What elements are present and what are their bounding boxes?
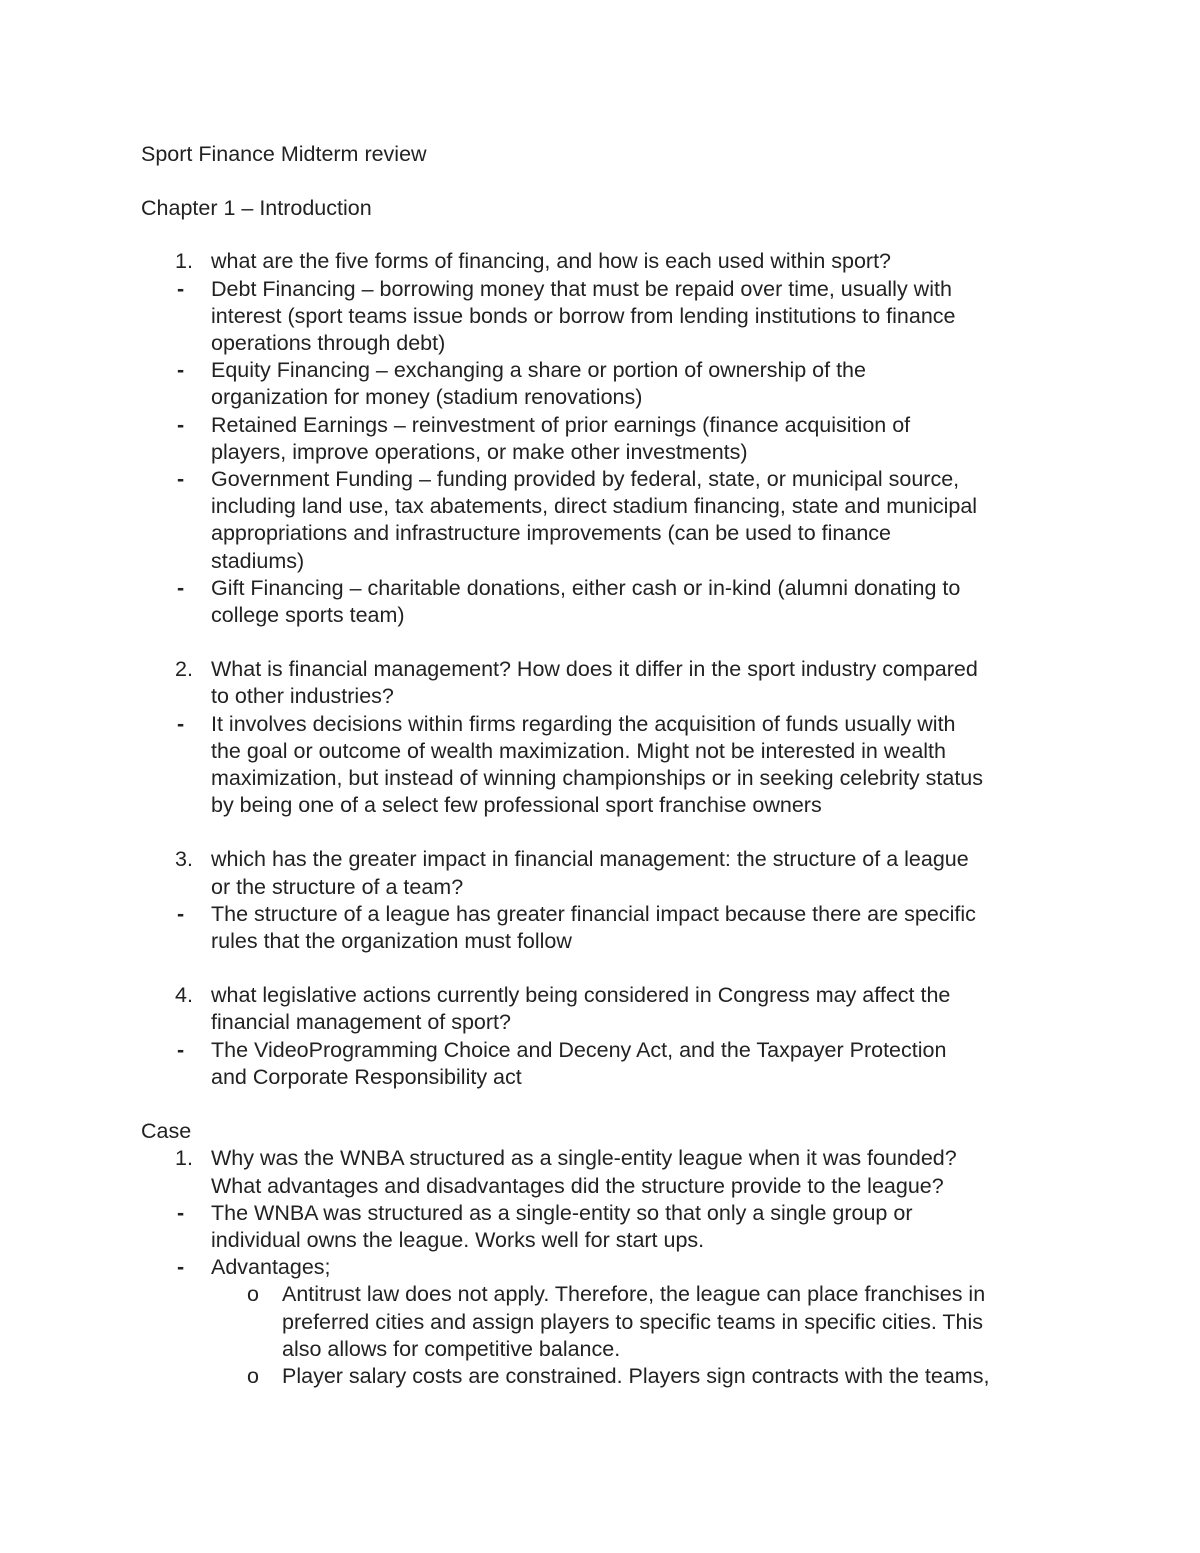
document-title: Sport Finance Midterm review [141, 142, 427, 166]
answer-item [141, 575, 1071, 629]
advantages-label-line: Advantages; [211, 1255, 331, 1280]
sub-bullet: o [247, 1363, 259, 1388]
paragraph-gap [141, 955, 1071, 982]
paragraph-gap [141, 1091, 1071, 1118]
answer-item-line: by being one of a select few professional sport franchise owners [211, 793, 822, 818]
answer-item-line: The structure of a league has greater financial impact because there are specific [211, 901, 976, 926]
question-item [141, 656, 1071, 710]
answer-item-line: interest (sport teams issue bonds or borrow from lending institutions to finance [211, 303, 956, 328]
document-page [141, 141, 1071, 1390]
answer-item-line: college sports team) [211, 603, 405, 628]
answer-item [141, 901, 1071, 955]
dash-bullet: - [177, 1200, 185, 1225]
advantage-item-line: Player salary costs are constrained. Players sign contracts with the teams, [282, 1363, 990, 1388]
case-question-line: Why was the WNBA structured as a single-entity league when it was founded? [211, 1146, 957, 1171]
question-item-line: or the structure of a team? [211, 874, 464, 899]
advantage-item [141, 1281, 1071, 1363]
sub-bullet: o [247, 1282, 259, 1307]
advantage-item-line: preferred cities and assign players to specific teams in specific cities. This [282, 1309, 984, 1334]
advantage-item-line: Antitrust law does not apply. Therefore, the league can place franchises in [282, 1282, 986, 1307]
answer-item-line: stadiums) [211, 548, 305, 573]
answer-item-line: Equity Financing – exchanging a share or portion of ownership of the [211, 358, 866, 383]
answer-item-line: Gift Financing – charitable donations, either cash or in-kind (alumni donating to [211, 575, 961, 600]
dash-bullet: - [177, 412, 185, 437]
case-answer-line: individual owns the league. Works well for start ups. [211, 1227, 705, 1252]
case-question-number: 1. [175, 1146, 193, 1171]
answer-item-line: Government Funding – funding provided by federal, state, or municipal source, [211, 467, 960, 492]
answer-item-line: appropriations and infrastructure improvements (can be used to finance [211, 521, 892, 546]
question-item [141, 846, 1071, 900]
question-item-line: which has the greater impact in financial management: the structure of a league [211, 847, 969, 872]
question-item [141, 982, 1071, 1036]
dash-bullet: - [177, 575, 185, 600]
answer-item [141, 412, 1071, 466]
dash-bullet: - [177, 467, 185, 492]
answer-item-line: organization for money (stadium renovations) [211, 385, 643, 410]
question-item-line: what are the five forms of financing, and how is each used within sport? [211, 249, 892, 274]
answer-item [141, 1037, 1071, 1091]
dash-bullet: - [177, 901, 185, 926]
advantage-item-line: also allows for competitive balance. [282, 1336, 621, 1361]
answer-item-line: operations through debt) [211, 331, 446, 356]
paragraph-gap [141, 819, 1071, 846]
case-body [141, 1145, 1071, 1390]
answer-item [141, 357, 1071, 411]
answer-item-line: rules that the organization must follow [211, 929, 572, 954]
answer-item [141, 711, 1071, 820]
answer-item-line: Retained Earnings – reinvestment of prior earnings (finance acquisition of [211, 412, 911, 437]
answer-item-line: players, improve operations, or make other investments) [211, 439, 748, 464]
answer-item-line: and Corporate Responsibility act [211, 1064, 522, 1089]
dash-bullet: - [177, 358, 185, 383]
question-list [141, 248, 1071, 1118]
answer-item-line: including land use, tax abatements, direct stadium financing, state and municipal [211, 494, 978, 519]
answer-item-line: the goal or outcome of wealth maximization. Might not be interested in wealth [211, 738, 946, 763]
dash-bullet: - [177, 711, 185, 736]
answer-item-line: Debt Financing – borrowing money that must be repaid over time, usually with [211, 276, 952, 301]
question-number: 1. [175, 249, 193, 274]
answer-item-line: It involves decisions within firms regarding the acquisition of funds usually with [211, 711, 956, 736]
paragraph-gap [141, 629, 1071, 656]
advantages-label [141, 1254, 1071, 1281]
question-number: 3. [175, 847, 193, 872]
dash-bullet: - [177, 1255, 185, 1280]
case-question [141, 1145, 1071, 1199]
question-item [141, 248, 1071, 275]
question-item-line: financial management of sport? [211, 1010, 511, 1035]
question-number: 4. [175, 983, 193, 1008]
dash-bullet: - [177, 276, 185, 301]
question-item-line: what legislative actions currently being considered in Congress may affect the [211, 983, 951, 1008]
advantage-item [141, 1363, 1071, 1390]
case-section [141, 1118, 1071, 1390]
case-answer [141, 1200, 1071, 1254]
case-label: Case [141, 1119, 192, 1144]
chapter-heading: Chapter 1 – Introduction [141, 196, 372, 221]
answer-item [141, 466, 1071, 575]
answer-item-line: maximization, but instead of winning championships or in seeking celebrity status [211, 766, 984, 791]
question-item-line: to other industries? [211, 684, 394, 709]
answer-item [141, 276, 1071, 358]
case-question-line: What advantages and disadvantages did the structure provide to the league? [211, 1173, 944, 1198]
case-answer-line: The WNBA was structured as a single-entity so that only a single group or [211, 1200, 913, 1225]
question-number: 2. [175, 657, 193, 682]
answer-item-line: The VideoProgramming Choice and Deceny Act, and the Taxpayer Protection [211, 1037, 947, 1062]
question-item-line: What is financial management? How does it differ in the sport industry compared [211, 657, 978, 682]
dash-bullet: - [177, 1037, 185, 1062]
